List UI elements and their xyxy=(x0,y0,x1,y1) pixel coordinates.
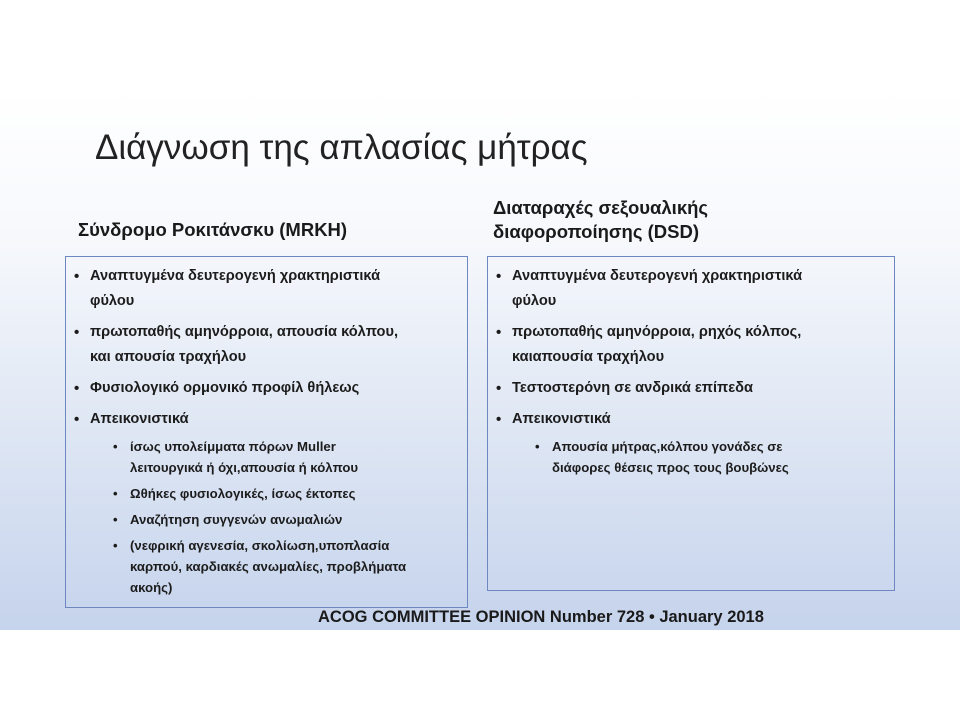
right-heading-line: διαφοροποίησης (DSD) xyxy=(493,221,699,242)
right-content-box xyxy=(487,256,895,591)
bullet-item xyxy=(66,407,467,432)
sub-bullet-line: • Απουσία μήτρας,κόλπου γονάδες σε xyxy=(552,439,783,454)
bullet-line: φύλου xyxy=(90,293,135,309)
sub-bullet-line: • ίσως υπολείμματα πόρων Muller xyxy=(130,439,336,454)
sub-bullet-item xyxy=(488,436,894,478)
bullet-line: • Τεστοστερόνη σε ανδρικά επίπεδα xyxy=(512,380,753,396)
bullet-item xyxy=(66,320,467,370)
sub-bullet-line: καρπού, καρδιακές ανωμαλίες, προβλήματα xyxy=(130,559,407,574)
slide xyxy=(0,90,960,630)
sub-bullet-line: • Αναζήτηση συγγενών ανωμαλιών xyxy=(130,512,343,527)
bullet-line: • Αναπτυγμένα δευτερογενή χρακτηριστικά xyxy=(512,268,803,284)
bullet-line: • Απεικονιστικά xyxy=(512,411,611,427)
citation: ACOG COMMITTEE OPINION Number 728 • January 2018 xyxy=(318,608,764,626)
slide-title: Διάγνωση της απλασίας μήτρας xyxy=(95,128,588,167)
bullet-item xyxy=(488,320,894,370)
right-column-heading xyxy=(493,196,893,244)
bullet-line: • πρωτοπαθής αμηνόρροια, ρηχός κόλπος, xyxy=(512,324,802,340)
bullet-item xyxy=(488,407,894,432)
bullet-line: • Φυσιολογικό ορμονικό προφίλ θήλεως xyxy=(90,380,360,396)
sub-bullet-line: • (νεφρική αγενεσία, σκολίωση,υποπλασία xyxy=(130,538,390,553)
sub-bullet-item xyxy=(66,436,467,478)
sub-bullet-line: λειτουργικά ή όχι,απουσία ή κόλπου xyxy=(130,460,359,475)
sub-bullet-item xyxy=(66,483,467,504)
sub-bullet-list xyxy=(66,436,467,598)
sub-bullet-item xyxy=(66,535,467,598)
right-bullet-list xyxy=(488,257,894,483)
sub-bullet-item xyxy=(66,509,467,530)
bullet-line: • πρωτοπαθής αμηνόρροια, απουσία κόλπου, xyxy=(90,324,398,340)
bullet-item xyxy=(66,264,467,314)
bullet-line: • Απεικονιστικά xyxy=(90,411,189,427)
bullet-item xyxy=(488,376,894,401)
bullet-line: • Αναπτυγμένα δευτερογενή χρακτηριστικά xyxy=(90,268,381,284)
right-heading-line: Διαταραχές σεξουαλικής xyxy=(493,197,709,218)
sub-bullet-line: • Ωθήκες φυσιολογικές, ίσως έκτοπες xyxy=(130,486,356,501)
bullet-line: καιαπουσία τραχήλου xyxy=(512,349,665,365)
bullet-item xyxy=(66,376,467,401)
sub-bullet-line: ακοής) xyxy=(130,580,173,595)
bullet-line: φύλου xyxy=(512,293,557,309)
sub-bullet-list xyxy=(488,436,894,478)
bullet-line: και απουσία τραχήλου xyxy=(90,349,247,365)
left-column-heading: Σύνδρομο Ροκιτάνσκυ (MRKH) xyxy=(78,219,348,240)
left-content-box xyxy=(65,256,468,608)
bullet-item xyxy=(488,264,894,314)
sub-bullet-line: διάφορες θέσεις προς τους βουβώνες xyxy=(552,460,789,475)
left-bullet-list xyxy=(66,257,467,603)
